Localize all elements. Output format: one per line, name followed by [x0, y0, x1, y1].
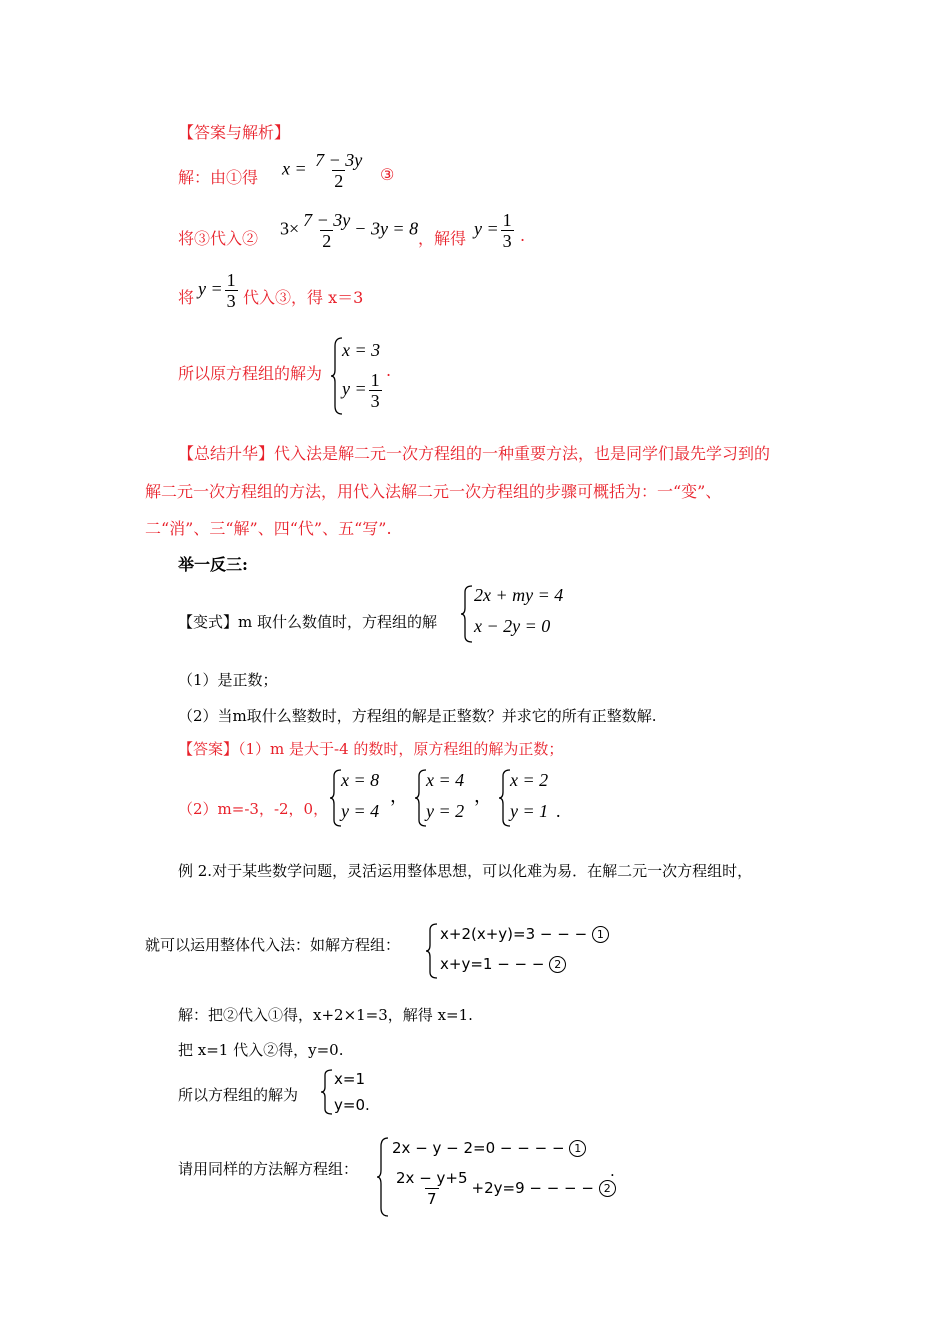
- step2-num: 7 − 3y: [303, 210, 351, 230]
- variant-label: 【变式】m 取什么数值时，方程组的解: [178, 613, 437, 631]
- ans2-sep-2: ，: [474, 786, 492, 806]
- step4-eq1: x = 3: [342, 340, 381, 360]
- task-label: 请用同样的方法解方程组：: [178, 1160, 359, 1178]
- task-eq2-tag: 2: [599, 1180, 616, 1197]
- example2-eq1-tag: 1: [592, 926, 609, 943]
- step4-eq2-lhs: y =: [342, 378, 367, 399]
- step2-rest: − 3y = 8: [354, 218, 419, 239]
- answer-1: 【答案】（1）m 是大于-4 的数时，原方程组的解为正数；: [178, 740, 564, 758]
- step2-y-den: 3: [502, 231, 512, 251]
- task-eq1-text: 2x − y − 2=0 − − − −: [392, 1139, 565, 1157]
- example2-brace: [425, 922, 439, 980]
- question-1: （1）是正数；: [178, 671, 278, 689]
- step3-suffix: 代入③，得 x＝3: [243, 288, 364, 307]
- ans2-s3-eq1: x = 2: [510, 770, 549, 790]
- ans2-s2-eq1: x = 4: [426, 770, 465, 790]
- summary-line1: 【总结升华】代入法是解二元一次方程组的一种重要方法，也是同学们最先学习到的: [178, 444, 771, 463]
- step3-y-lhs: y =: [198, 278, 223, 299]
- step4-end: .: [386, 361, 392, 380]
- step1-tag: ③: [380, 165, 395, 184]
- step1-den: 2: [334, 171, 344, 191]
- summary-line2: 解二元一次方程组的方法，用代入法解二元一次方程组的步骤可概括为：一“变”、: [145, 482, 722, 501]
- solution-eq1: x=1: [334, 1070, 365, 1088]
- answer-heading: 【答案与解析】: [178, 123, 291, 142]
- ans2-s3-eq2: y = 1: [510, 801, 549, 821]
- step2-coef: 3×: [280, 218, 300, 239]
- step2-mid: ，解得: [418, 229, 467, 248]
- variant-eq1: 2x + my = 4: [474, 585, 564, 605]
- task-end: .: [610, 1162, 615, 1180]
- answer-2-prefix: （2）m=-3，-2，0，: [178, 800, 329, 818]
- question-2: （2）当m取什么整数时，方程组的解是正整数？并求它的所有正整数解.: [178, 707, 657, 725]
- step2-den: 2: [322, 231, 332, 251]
- task-eq2: [392, 1168, 616, 1209]
- step2-y-num: 1: [502, 210, 512, 230]
- step4-eq2: [342, 370, 384, 411]
- step1-prefix: 解：由①得: [178, 168, 259, 187]
- solution-line1: 解：把②代入①得，x+2×1=3，解得 x=1.: [178, 1006, 473, 1024]
- step2-y-result: [474, 210, 516, 251]
- ans2-s1-eq2: y = 4: [341, 801, 380, 821]
- ans2-end: .: [556, 801, 561, 821]
- step4-eq2-den: 3: [370, 391, 380, 411]
- step2-equation: [280, 210, 418, 251]
- task-eq2-rest: +2y=9 − − − −: [471, 1179, 594, 1197]
- solution-eq2: y=0.: [334, 1096, 370, 1114]
- variant-eq2: x − 2y = 0: [474, 616, 551, 636]
- step2-fraction: [301, 210, 352, 251]
- task-brace: [376, 1136, 390, 1218]
- example2-line1: 例 2.对于某些数学问题，灵活运用整体思想，可以化难为易．在解二元一次方程组时，: [178, 862, 753, 880]
- ans2-s2-eq2: y = 2: [426, 801, 465, 821]
- step3-prefix: 将: [178, 288, 195, 307]
- practice-heading: 举一反三:: [178, 555, 248, 574]
- ans2-sep-1: ，: [390, 786, 408, 806]
- task-eq2-num: 2x − y+5: [396, 1169, 468, 1187]
- step3-num: 1: [226, 270, 236, 290]
- step2-prefix: 将③代入②: [178, 229, 259, 248]
- task-eq2-den: 7: [426, 1190, 437, 1208]
- step1-fraction: [313, 150, 364, 191]
- summary-line3: 二“消”、三“解”、四“代”、五“写”.: [145, 519, 392, 538]
- solution-brace: [320, 1068, 334, 1116]
- step2-end: .: [520, 226, 526, 245]
- step1-lhs: x =: [282, 158, 307, 179]
- example2-line2: 就可以运用整体代入法：如解方程组：: [145, 936, 401, 954]
- example2-eq2: [440, 955, 566, 973]
- example2-eq1: [440, 925, 609, 943]
- step2-y-lhs: y =: [474, 218, 499, 239]
- example2-eq2-tag: 2: [549, 956, 566, 973]
- step4-prefix: 所以原方程组的解为: [178, 364, 323, 383]
- task-eq2-fraction: [394, 1168, 470, 1209]
- ans2-s1-eq1: x = 8: [341, 770, 380, 790]
- step3-fraction: [225, 270, 238, 311]
- step4-eq2-fraction: [369, 370, 382, 411]
- step4-eq2-num: 1: [370, 370, 380, 390]
- step1-equation: [282, 150, 366, 191]
- task-eq1: [392, 1139, 586, 1157]
- step3-equation: [198, 270, 240, 311]
- solution-line3: 所以方程组的解为: [178, 1086, 299, 1104]
- example2-eq1-text: x+2(x+y)=3 − − −: [440, 925, 588, 943]
- example2-eq2-text: x+y=1 − − −: [440, 955, 545, 973]
- step1-num: 7 − 3y: [315, 150, 363, 170]
- solution-line2: 把 x=1 代入②得，y=0.: [178, 1041, 344, 1059]
- step3-den: 3: [226, 291, 236, 311]
- step2-y-fraction: [501, 210, 514, 251]
- task-eq1-tag: 1: [569, 1140, 586, 1157]
- variant-brace: [460, 584, 474, 644]
